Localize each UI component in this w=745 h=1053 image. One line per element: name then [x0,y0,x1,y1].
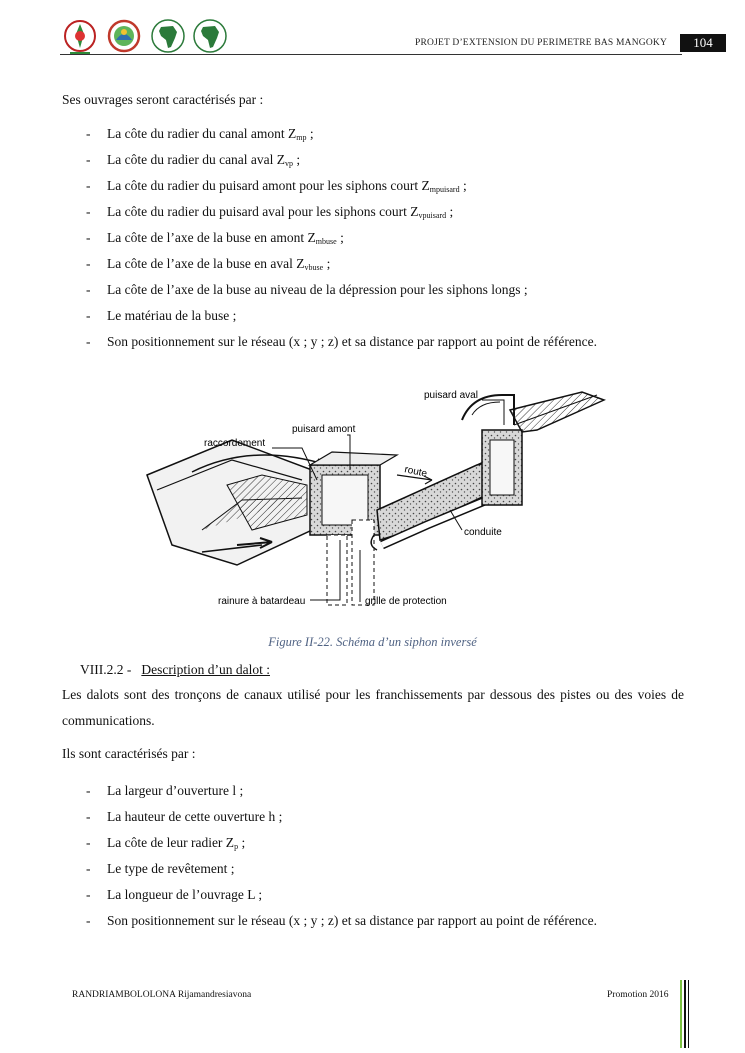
footer-bar [680,980,682,1048]
bullet-dash: - [86,809,91,824]
intro-paragraph: Ses ouvrages seront caractérisés par : [62,92,264,107]
bullet-dash: - [86,334,91,349]
africa-map-logo [192,18,228,58]
dalot-list [86,781,597,937]
footer-bar [688,980,689,1048]
list-item: - La côte de l’axe de la buse en amont $Z_{mbuse}$ ; [86,230,344,246]
section-title: Description d’un dalot : [141,662,270,677]
africa-map-logo [150,18,186,58]
section-number: VIII.2.2 - [80,662,132,677]
list-item: - La côte du radier du canal amont $Z_{mp}$ ; [86,126,314,142]
bullet-dash: - [86,282,91,297]
bullet-dash: - [86,230,91,245]
ouvrages-list [86,124,597,358]
list-item: - La longueur de l’ouvrage L ; [86,885,597,911]
bullet-dash: - [86,178,91,193]
circular-seal-logo [106,18,142,58]
footer-author: RANDRIAMBOLOLONA Rijamandresiavona [72,990,252,1000]
bullet-dash: - [86,126,91,141]
bullet-dash: - [86,783,91,798]
organisation-emblem-logo [62,18,98,58]
list-item: - La hauteur de cette ouverture h ; [86,807,597,833]
list-item: - La largeur d’ouverture l ; [86,781,597,807]
bullet-dash: - [86,887,91,902]
bullet-dash: - [86,204,91,219]
list-item: - La côte du radier du canal aval $Z_{vp}$ ; [86,152,301,168]
page-number: 104 [680,34,726,52]
bullet-dash: - [86,308,91,323]
footer-promotion: Promotion 2016 [607,990,669,1000]
siphon-diagram [142,380,612,620]
bullet-dash: - [86,256,91,271]
section-heading [80,662,270,678]
header-rule [60,54,682,55]
intro2-paragraph: Ils sont caractérisés par : [62,746,196,761]
list-item: - Le matériau de la buse ; [86,306,597,332]
bullet-dash: - [86,861,91,876]
list-item: - La côte de l’axe de la buse en aval $Z_{vbuse}$ ; [86,256,331,272]
list-item: - La côte du radier du puisard amont pour les siphons court $Z_{mpuisard}$ ; [86,178,467,194]
dalot-paragraph: Les dalots sont des tronçons de canaux utilisé pour les franchissements par dessous des pistes ou des voies de communications. [62,687,684,728]
bullet-dash: - [86,835,91,850]
list-item: - La côte de leur radier $Z_p$ ; [86,835,246,851]
label-rainure: rainure à batardeau [218,596,306,607]
list-item: - Son positionnement sur le réseau (x ; y ; z) et sa distance par rapport au point de référence. [86,911,597,937]
bullet-dash: - [86,152,91,167]
header-logos [62,18,242,66]
list-item: - Son positionnement sur le réseau (x ; y ; z) et sa distance par rapport au point de référence. [86,332,597,358]
footer-bar [684,980,686,1048]
list-item: - Le type de revêtement ; [86,859,597,885]
label-route: route [403,464,428,480]
label-puisard-aval: puisard aval [424,390,478,401]
bullet-dash: - [86,913,91,928]
label-puisard-amont: puisard amont [292,424,356,435]
list-item: - La côte du radier du puisard aval pour les siphons court $Z_{vpuisard}$ ; [86,204,454,220]
figure-caption: Figure II-22. Schéma d’un siphon inversé [268,635,477,649]
label-raccordement: raccordement [204,438,266,449]
label-grille: grille de protection [365,596,447,607]
list-item: - La côte de l’axe de la buse au niveau de la dépression pour les siphons longs ; [86,280,597,306]
label-conduite: conduite [464,527,502,538]
header-title: PROJET D’EXTENSION DU PERIMETRE BAS MANGOKY [415,38,668,48]
